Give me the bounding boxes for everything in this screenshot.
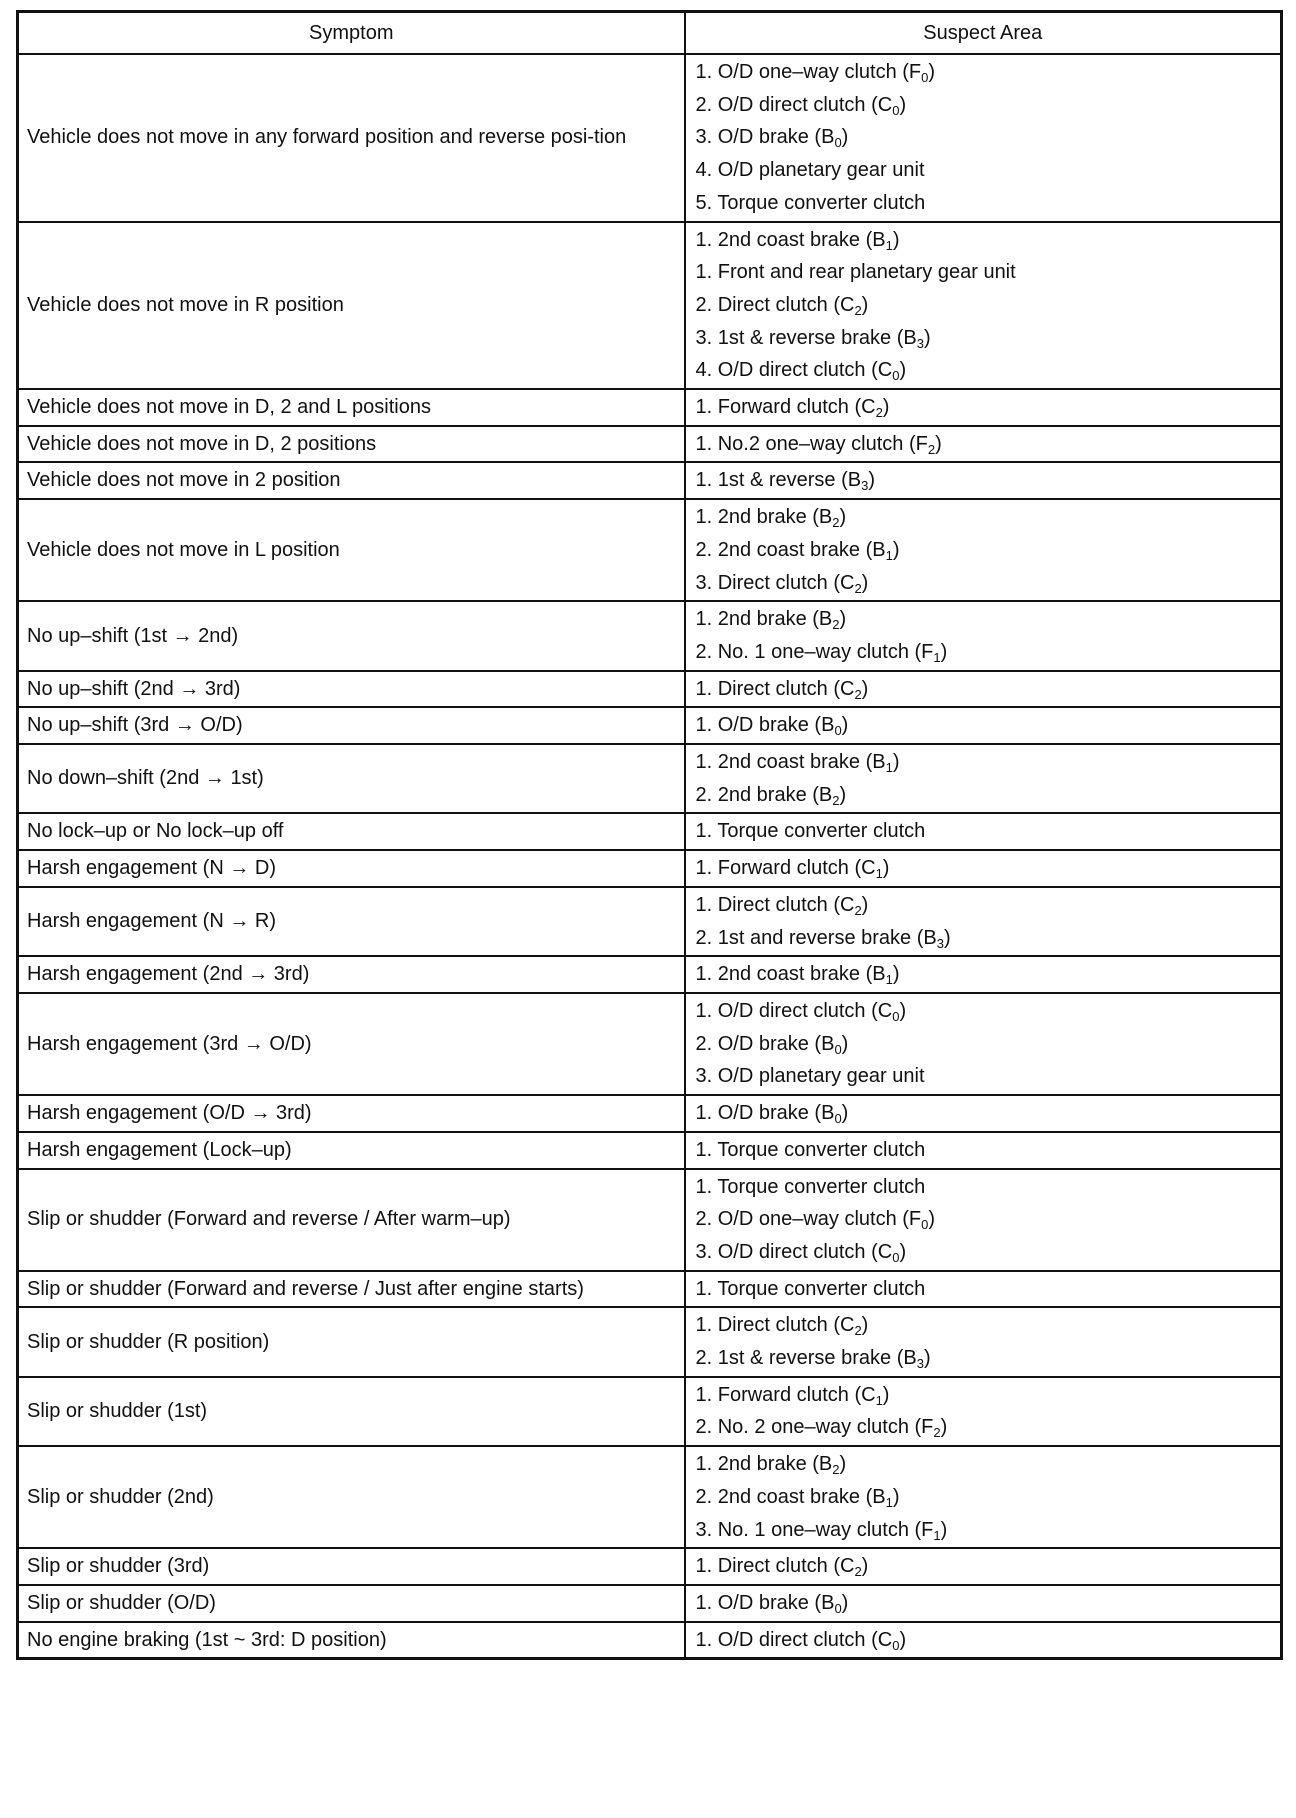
suspect-item-text: 2. 2nd coast brake (B: [695, 538, 886, 561]
suspect-item-close: ): [940, 1416, 948, 1439]
table-body: [18, 54, 1282, 1659]
suspect-item: [696, 1236, 1273, 1269]
suspect-item-text: 1. Forward clutch (C: [695, 857, 876, 880]
suspect-item-close: ): [892, 538, 900, 561]
suspect-item-close: ): [899, 93, 907, 116]
table-row: [18, 54, 1282, 222]
symptom-cell: Vehicle does not move in 2 position: [18, 462, 685, 499]
suspect-item-text: 1. Direct clutch (C: [695, 893, 855, 916]
suspect-item-text: 1. 2nd brake (B: [695, 608, 833, 631]
suspect-area-cell: [685, 462, 1282, 499]
symptom-cell: Vehicle does not move in D, 2 and L positions: [18, 389, 685, 426]
suspect-area-cell: [685, 993, 1282, 1095]
suspect-item-text: 1. O/D brake (B: [695, 714, 835, 737]
component-subscript: 0: [892, 1249, 900, 1265]
suspect-item-text: 1. 2nd coast brake (B: [695, 228, 886, 251]
component-subscript: 1: [885, 237, 893, 253]
symptom-cell: No up–shift (2nd → 3rd): [18, 671, 685, 708]
component-subscript: 1: [885, 1494, 893, 1510]
symptom-cell: Harsh engagement (N → R): [18, 887, 685, 956]
suspect-item-close: ): [839, 506, 847, 529]
table-row: [18, 601, 1282, 670]
symptom-cell: Vehicle does not move in R position: [18, 222, 685, 390]
component-subscript: 0: [834, 1111, 842, 1127]
suspect-item: [696, 815, 1273, 848]
suspect-item: [696, 1448, 1273, 1481]
symptom-cell: No engine braking (1st ~ 3rd: D position): [18, 1622, 685, 1659]
suspect-item-close: ): [892, 751, 900, 774]
suspect-item-close: ): [839, 608, 847, 631]
component-subscript: 1: [933, 649, 941, 665]
suspect-area-cell: [685, 1271, 1282, 1308]
suspect-item-close: ): [892, 1485, 900, 1508]
component-subscript: 2: [854, 1564, 862, 1580]
suspect-area-cell: [685, 707, 1282, 744]
suspect-item: [696, 89, 1273, 122]
suspect-item-close: ): [940, 1518, 948, 1541]
suspect-item-close: ): [882, 1383, 890, 1406]
suspect-item-text: 1. O/D direct clutch (C: [695, 999, 893, 1022]
component-subscript: 2: [854, 580, 862, 596]
suspect-item-close: ): [899, 1628, 907, 1651]
suspect-item-text: 1. O/D brake (B: [695, 1591, 835, 1614]
component-subscript: 2: [854, 902, 862, 918]
suspect-area-cell: [685, 956, 1282, 993]
symptom-cell: Harsh engagement (O/D → 3rd): [18, 1095, 685, 1132]
suspect-item: [696, 501, 1273, 534]
suspect-area-cell: [685, 850, 1282, 887]
component-subscript: 2: [854, 1323, 862, 1339]
table-row: [18, 462, 1282, 499]
suspect-item: [696, 154, 1273, 187]
suspect-item-text: 4. O/D planetary gear unit: [695, 159, 925, 182]
suspect-item-text: 1. Forward clutch (C: [695, 396, 876, 419]
suspect-item-text: 1. Front and rear planetary gear unit: [695, 261, 1016, 284]
component-subscript: 1: [885, 547, 893, 563]
component-subscript: 0: [921, 1217, 929, 1233]
suspect-item-close: ): [928, 1208, 936, 1231]
suspect-item: [696, 889, 1273, 922]
table-row: [18, 1271, 1282, 1308]
component-subscript: 2: [854, 686, 862, 702]
symptom-cell: Harsh engagement (N → D): [18, 850, 685, 887]
suspect-area-cell: [685, 813, 1282, 850]
suspect-item-text: 2. 1st and reverse brake (B: [695, 926, 937, 949]
table-row: [18, 993, 1282, 1095]
symptom-cell: Harsh engagement (2nd → 3rd): [18, 956, 685, 993]
table-row: [18, 813, 1282, 850]
component-subscript: 0: [892, 1637, 900, 1653]
symptom-column-header: Symptom: [18, 12, 685, 55]
component-subscript: 0: [834, 135, 842, 151]
suspect-item: [696, 1379, 1273, 1412]
table-row: [18, 1095, 1282, 1132]
suspect-item: [696, 1624, 1273, 1657]
suspect-item: [696, 187, 1273, 220]
component-subscript: 0: [892, 368, 900, 384]
component-subscript: 3: [936, 935, 944, 951]
suspect-item-text: 3. No. 1 one–way clutch (F: [695, 1518, 934, 1541]
component-subscript: 1: [885, 972, 893, 988]
suspect-item-text: 2. O/D direct clutch (C: [695, 93, 893, 116]
component-subscript: 0: [834, 1600, 842, 1616]
suspect-item-close: ): [861, 1555, 869, 1578]
suspect-item-text: 1. 2nd coast brake (B: [695, 963, 886, 986]
suspect-item-text: 5. Torque converter clutch: [695, 191, 926, 214]
component-subscript: 2: [927, 441, 936, 457]
suspect-item: [696, 567, 1273, 600]
suspect-item: [696, 56, 1273, 89]
suspect-area-cell: [685, 1377, 1282, 1446]
suspect-item-close: ): [892, 228, 900, 251]
suspect-item: [696, 636, 1273, 669]
table-row: [18, 744, 1282, 813]
suspect-item-text: 1. O/D one–way clutch (F: [695, 61, 922, 83]
suspect-item-close: ): [841, 1102, 849, 1125]
component-subscript: 1: [885, 760, 893, 776]
suspect-item: [696, 852, 1273, 885]
suspect-item-text: 3. O/D brake (B: [695, 126, 835, 149]
table-row: [18, 707, 1282, 744]
suspect-item-text: 1. Direct clutch (C: [695, 1314, 855, 1337]
suspect-item: [696, 1550, 1273, 1583]
table-row: [18, 1548, 1282, 1585]
table-row: [18, 850, 1282, 887]
suspect-item-text: 2. O/D one–way clutch (F: [695, 1208, 922, 1231]
suspect-item: [696, 922, 1273, 955]
suspect-item-close: ): [899, 1240, 907, 1263]
component-subscript: 3: [916, 1356, 924, 1372]
component-subscript: 0: [921, 70, 929, 85]
table-row: [18, 1585, 1282, 1622]
suspect-item-text: 2. 2nd brake (B: [695, 783, 833, 806]
suspect-item: [696, 354, 1273, 387]
suspect-item: [696, 709, 1273, 742]
suspect-area-cell: [685, 1622, 1282, 1659]
suspect-item-text: 1. 1st & reverse (B: [695, 469, 862, 492]
symptom-cell: No up–shift (1st → 2nd): [18, 601, 685, 670]
component-subscript: 1: [933, 1527, 941, 1543]
suspect-item-text: 1. Torque converter clutch: [695, 1138, 926, 1161]
table-row: [18, 1169, 1282, 1271]
table-row: [18, 222, 1282, 390]
suspect-item-text: 1. No.2 one–way clutch (F: [695, 432, 928, 455]
suspect-item: [696, 1587, 1273, 1620]
suspect-item: [696, 1060, 1273, 1093]
suspect-area-cell: [685, 1446, 1282, 1548]
suspect-item: [696, 391, 1273, 424]
component-subscript: 1: [875, 1392, 883, 1408]
suspect-item-close: ): [839, 783, 847, 806]
table-row: [18, 887, 1282, 956]
suspect-item: [696, 428, 1273, 461]
symptom-cell: Slip or shudder (Forward and reverse / Just after engine starts): [18, 1271, 685, 1308]
suspect-item-text: 1. Torque converter clutch: [695, 820, 926, 843]
suspect-item: [696, 603, 1273, 636]
symptom-cell: Slip or shudder (2nd): [18, 1446, 685, 1548]
suspect-area-cell: [685, 1585, 1282, 1622]
suspect-item-close: ): [841, 126, 849, 149]
suspect-area-cell: [685, 887, 1282, 956]
suspect-area-cell: [685, 1169, 1282, 1271]
component-subscript: 3: [861, 478, 869, 494]
suspect-item: [696, 779, 1273, 812]
suspect-item-close: ): [892, 963, 900, 986]
suspect-item-text: 1. O/D direct clutch (C: [695, 1628, 893, 1651]
suspect-item-text: 3. Direct clutch (C: [695, 571, 855, 594]
suspect-item-close: ): [943, 926, 951, 949]
symptom-cell: Harsh engagement (3rd → O/D): [18, 993, 685, 1095]
suspect-item-close: ): [861, 677, 869, 700]
suspect-area-cell: [685, 1132, 1282, 1169]
component-subscript: 3: [916, 335, 924, 351]
component-subscript: 0: [834, 723, 842, 739]
suspect-item: [696, 1097, 1273, 1130]
component-subscript: 2: [832, 515, 840, 531]
suspect-area-cell: [685, 222, 1282, 390]
suspect-item: [696, 1514, 1273, 1547]
suspect-item: [696, 995, 1273, 1028]
suspect-item-close: ): [923, 1347, 931, 1370]
symptom-cell: No lock–up or No lock–up off: [18, 813, 685, 850]
suspect-item: [696, 322, 1273, 355]
suspect-item: [696, 289, 1273, 322]
suspect-item-text: 2. No. 2 one–way clutch (F: [695, 1416, 934, 1439]
component-subscript: 2: [933, 1425, 941, 1441]
suspect-item-text: 1. O/D brake (B: [695, 1102, 835, 1125]
suspect-item-close: ): [882, 396, 890, 419]
component-subscript: 1: [875, 866, 883, 882]
table-row: [18, 1132, 1282, 1169]
troubleshooting-document: [16, 10, 1280, 1660]
suspect-item-close: ): [841, 1032, 849, 1055]
symptom-cell: Vehicle does not move in D, 2 positions: [18, 426, 685, 463]
suspect-item-text: 1. Direct clutch (C: [695, 677, 855, 700]
suspect-area-cell: [685, 499, 1282, 601]
suspect-item-text: 2. 1st & reverse brake (B: [695, 1347, 917, 1370]
suspect-area-cell: [685, 1095, 1282, 1132]
suspect-item-close: ): [935, 432, 942, 455]
suspect-item-text: 2. O/D brake (B: [695, 1032, 835, 1055]
suspect-item-text: 3. 1st & reverse brake (B: [695, 326, 917, 349]
symptom-cell: Slip or shudder (R position): [18, 1307, 685, 1376]
symptom-cell: Slip or shudder (3rd): [18, 1548, 685, 1585]
suspect-item-close: ): [861, 893, 869, 916]
component-subscript: 2: [832, 617, 840, 633]
suspect-item-text: 3. O/D direct clutch (C: [695, 1240, 893, 1263]
suspect-item-text: 4. O/D direct clutch (C: [695, 359, 893, 382]
suspect-item: [696, 224, 1273, 257]
symptom-cell: Slip or shudder (Forward and reverse / After warm–up): [18, 1169, 685, 1271]
troubleshooting-table: [16, 10, 1283, 1660]
suspect-item: [696, 746, 1273, 779]
suspect-item-close: ): [861, 293, 869, 316]
component-subscript: 0: [892, 102, 900, 118]
suspect-item-text: 2. 2nd coast brake (B: [695, 1485, 886, 1508]
suspect-area-cell: [685, 426, 1282, 463]
header-row: [18, 12, 1282, 55]
symptom-cell: No down–shift (2nd → 1st): [18, 744, 685, 813]
suspect-item: [696, 121, 1273, 154]
suspect-item-text: 1. 2nd brake (B: [695, 506, 833, 529]
suspect-item-close: ): [861, 571, 869, 594]
suspect-item-close: ): [882, 857, 890, 880]
suspect-item: [696, 1028, 1273, 1061]
suspect-item-close: ): [841, 714, 849, 737]
suspect-item: [696, 464, 1273, 497]
suspect-item-close: ): [899, 999, 907, 1022]
suspect-item: [696, 1134, 1273, 1167]
suspect-item-text: 2. No. 1 one–way clutch (F: [695, 640, 934, 663]
component-subscript: 0: [834, 1041, 842, 1057]
table-row: [18, 1446, 1282, 1548]
suspect-item-text: 2. Direct clutch (C: [695, 293, 855, 316]
suspect-item-close: ): [841, 1591, 849, 1614]
table-row: [18, 499, 1282, 601]
suspect-item-text: 3. O/D planetary gear unit: [695, 1065, 925, 1088]
suspect-item-text: 1. Torque converter clutch: [695, 1277, 926, 1300]
suspect-item-text: 1. 2nd brake (B: [695, 1453, 833, 1476]
suspect-item: [696, 1342, 1273, 1375]
symptom-cell: Vehicle does not move in L position: [18, 499, 685, 601]
table-row: [18, 1307, 1282, 1376]
suspect-area-column-header: Suspect Area: [685, 12, 1282, 55]
component-subscript: 2: [832, 1462, 840, 1478]
symptom-cell: Harsh engagement (Lock–up): [18, 1132, 685, 1169]
symptom-cell: No up–shift (3rd → O/D): [18, 707, 685, 744]
table-row: [18, 956, 1282, 993]
suspect-item-close: ): [923, 326, 931, 349]
suspect-area-cell: [685, 1307, 1282, 1376]
suspect-area-cell: [685, 744, 1282, 813]
suspect-area-cell: [685, 1548, 1282, 1585]
suspect-item-text: 1. 2nd coast brake (B: [695, 751, 886, 774]
suspect-item: [696, 1309, 1273, 1342]
suspect-item-close: ): [839, 1453, 847, 1476]
symptom-cell: Vehicle does not move in any forward position and reverse posi-tion: [18, 54, 685, 222]
suspect-item-text: 1. Forward clutch (C: [695, 1383, 876, 1406]
suspect-item: [696, 958, 1273, 991]
suspect-item: [696, 1411, 1273, 1444]
suspect-area-cell: [685, 671, 1282, 708]
table-row: [18, 671, 1282, 708]
component-subscript: 2: [854, 302, 862, 318]
suspect-area-cell: [685, 389, 1282, 426]
suspect-item-close: ): [928, 61, 936, 83]
suspect-item-close: ): [940, 640, 948, 663]
suspect-item-text: 1. Torque converter clutch: [695, 1175, 926, 1198]
component-subscript: 2: [875, 405, 883, 421]
suspect-item-close: ): [899, 359, 907, 382]
component-subscript: 0: [892, 1008, 900, 1024]
suspect-item: [696, 1273, 1273, 1306]
suspect-item: [696, 534, 1273, 567]
suspect-item: [696, 673, 1273, 706]
table-row: [18, 426, 1282, 463]
table-row: [18, 1622, 1282, 1659]
table-row: [18, 389, 1282, 426]
symptom-cell: Slip or shudder (O/D): [18, 1585, 685, 1622]
suspect-item: [696, 1171, 1273, 1204]
component-subscript: 2: [832, 792, 840, 808]
table-row: [18, 1377, 1282, 1446]
suspect-item-close: ): [868, 469, 876, 492]
suspect-item-close: ): [861, 1314, 869, 1337]
table-header: [18, 12, 1282, 55]
suspect-item-text: 1. Direct clutch (C: [695, 1555, 855, 1578]
suspect-item: [696, 1203, 1273, 1236]
symptom-cell: Slip or shudder (1st): [18, 1377, 685, 1446]
suspect-area-cell: [685, 601, 1282, 670]
suspect-item: [696, 256, 1273, 289]
suspect-area-cell: [685, 54, 1282, 222]
suspect-item: [696, 1481, 1273, 1514]
